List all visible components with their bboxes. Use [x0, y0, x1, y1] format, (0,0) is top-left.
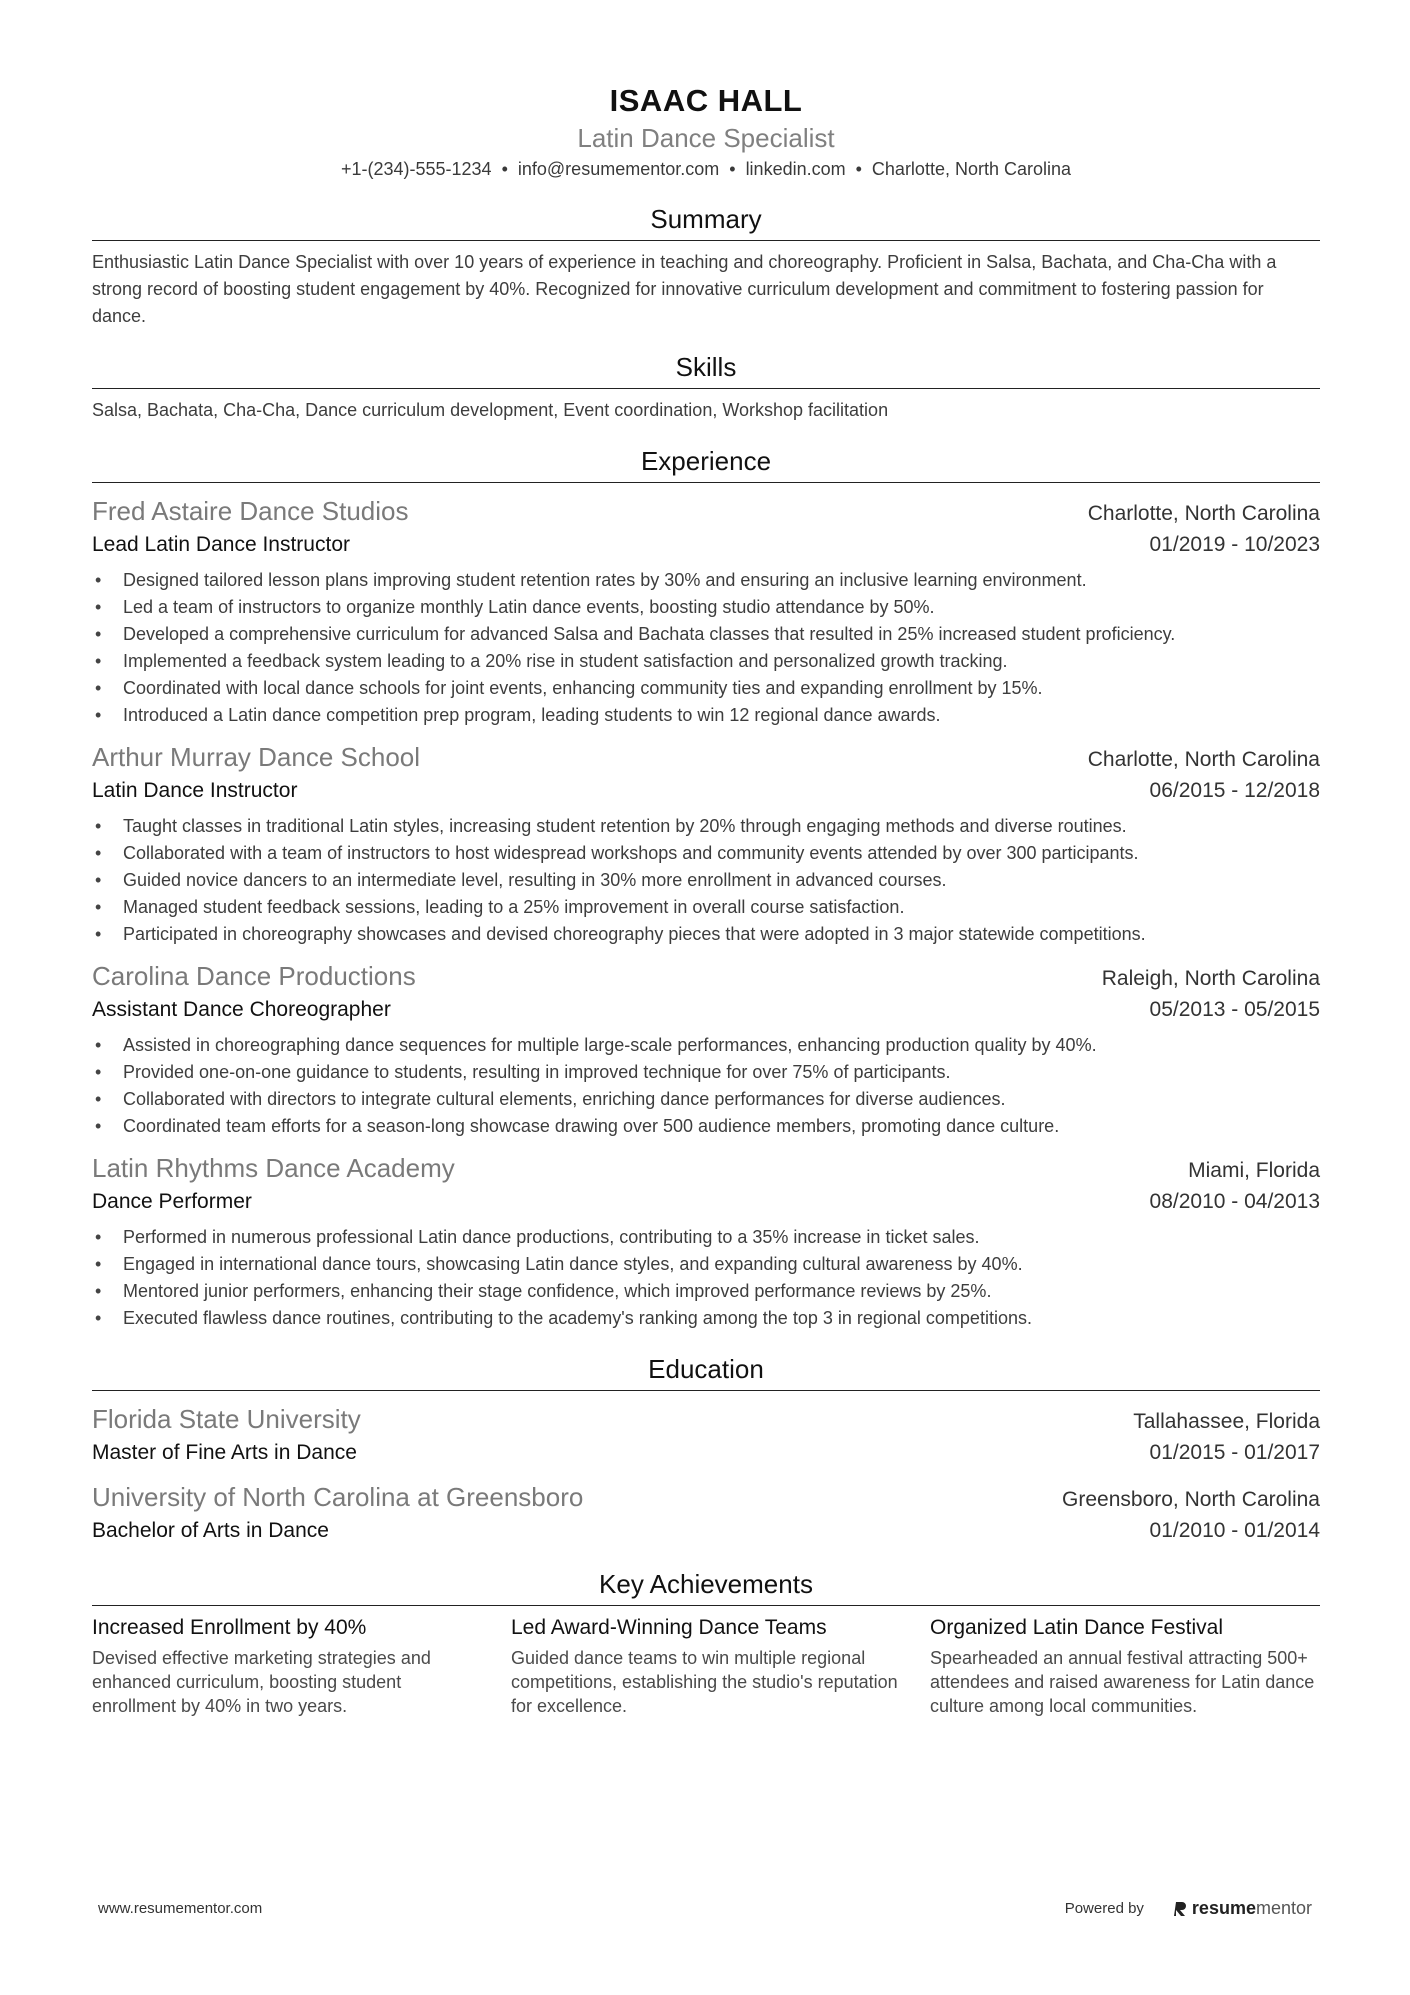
separator: • — [501, 159, 508, 179]
summary-text: Enthusiastic Latin Dance Specialist with over 10 years of experience in teaching and choreography. Proficient in Salsa, Bachata, and Cha-Cha with a strong record of boosting student engagement by 40%. Recognized for innovative curriculum development and commitment to fostering passion for dance. — [92, 252, 1277, 326]
job-title: Lead Latin Dance Instructor — [92, 533, 350, 556]
company-name: Fred Astaire Dance Studios — [92, 496, 409, 526]
bullet-item: • Coordinated team efforts for a season-long showcase drawing over 500 audience members, promoting dance culture. — [92, 1113, 1320, 1140]
job-title: Dance Performer — [92, 1190, 252, 1213]
page-footer — [98, 1898, 1312, 1919]
achievements-heading: Key Achievements — [92, 1567, 1320, 1606]
bullet-item: • Led a team of instructors to organize monthly Latin dance events, boosting studio attendance by 50%. — [92, 594, 1320, 621]
bullet-item: • Assisted in choreographing dance sequences for multiple large-scale performances, enhancing production quality by 40%. — [92, 1032, 1320, 1059]
bullet-item: • Implemented a feedback system leading to a 20% rise in student satisfaction and personalized growth tracking. — [92, 648, 1320, 675]
skills-text: Salsa, Bachata, Cha-Cha, Dance curriculum development, Event coordination, Workshop facilitation — [92, 400, 889, 420]
school-location: Greensboro, North Carolina — [1062, 1488, 1320, 1511]
job-title: Latin Dance Instructor — [92, 779, 298, 802]
linkedin-link[interactable]: linkedin.com — [745, 159, 846, 179]
job-dates: 05/2013 - 05/2015 — [1149, 998, 1320, 1021]
bullet-item: • Mentored junior performers, enhancing their stage confidence, which improved performance reviews by 25%. — [92, 1278, 1320, 1305]
achievement-item — [930, 1612, 1320, 1718]
brand-logo[interactable] — [1174, 1898, 1312, 1919]
bullet-item: • Developed a comprehensive curriculum for advanced Salsa and Bachata classes that resulted in 25% increased student proficiency. — [92, 621, 1320, 648]
company-name: Carolina Dance Productions — [92, 961, 416, 991]
bullet-item: • Participated in choreography showcases and devised choreography pieces that were adopted in 3 major statewide competitions. — [92, 921, 1320, 948]
experience-entry — [92, 741, 1320, 948]
school-name: University of North Carolina at Greensboro — [92, 1482, 584, 1512]
job-dates: 06/2015 - 12/2018 — [1149, 779, 1320, 802]
bullet-item: • Guided novice dancers to an intermediate level, resulting in 30% more enrollment in advanced courses. — [92, 867, 1320, 894]
candidate-name: ISAAC HALL — [609, 83, 803, 118]
bullet-item: • Engaged in international dance tours, showcasing Latin dance styles, and expanding cultural awareness by 40%. — [92, 1251, 1320, 1278]
summary-heading: Summary — [92, 202, 1320, 241]
bullet-item: • Managed student feedback sessions, leading to a 25% improvement in overall course satisfaction. — [92, 894, 1320, 921]
bullet-item: • Coordinated with local dance schools for joint events, enhancing community ties and expanding enrollment by 15%. — [92, 675, 1320, 702]
footer-branding — [1065, 1898, 1312, 1919]
bullet-item: • Collaborated with directors to integrate cultural elements, enriching dance performances for diverse audiences. — [92, 1086, 1320, 1113]
brand-name-light: mentor — [1255, 1898, 1312, 1918]
achievement-title: Led Award-Winning Dance Teams — [511, 1616, 827, 1639]
job-dates: 01/2019 - 10/2023 — [1149, 533, 1320, 556]
achievement-title: Organized Latin Dance Festival — [930, 1616, 1223, 1639]
degree: Bachelor of Arts in Dance — [92, 1519, 329, 1542]
powered-by-label: Powered by — [1064, 1900, 1144, 1917]
company-name: Arthur Murray Dance School — [92, 742, 421, 772]
school-name: Florida State University — [92, 1404, 361, 1434]
brand-name-bold: resume — [1191, 1898, 1256, 1918]
job-bullets — [92, 1224, 1320, 1332]
job-location: Charlotte, North Carolina — [1087, 748, 1320, 771]
education-entry — [92, 1403, 1320, 1469]
experience-heading: Experience — [92, 444, 1320, 483]
job-title: Assistant Dance Choreographer — [92, 998, 391, 1021]
resume-content — [92, 82, 1320, 1718]
separator: • — [855, 159, 862, 179]
achievement-item — [511, 1612, 901, 1718]
job-bullets — [92, 813, 1320, 948]
achievement-item — [92, 1612, 482, 1718]
education-dates: 01/2010 - 01/2014 — [1149, 1519, 1320, 1542]
degree: Master of Fine Arts in Dance — [92, 1441, 357, 1464]
email-link[interactable]: info@resumementor.com — [517, 159, 720, 179]
resume-header — [92, 82, 1320, 182]
skills-heading: Skills — [92, 350, 1320, 389]
achievement-title: Increased Enrollment by 40% — [92, 1616, 367, 1639]
footer-website-link[interactable]: www.resumementor.com — [98, 1900, 263, 1917]
experience-entry — [92, 960, 1320, 1140]
experience-entry — [92, 1152, 1320, 1332]
bullet-item: • Designed tailored lesson plans improving student retention rates by 30% and ensuring an inclusive learning environment. — [92, 567, 1320, 594]
achievements-grid — [92, 1612, 1320, 1718]
bullet-item: • Taught classes in traditional Latin styles, increasing student retention by 20% through engaging methods and diverse routines. — [92, 813, 1320, 840]
school-location: Tallahassee, Florida — [1133, 1410, 1320, 1433]
bullet-item: • Collaborated with a team of instructors to host widespread workshops and community events attended by over 300 participants. — [92, 840, 1320, 867]
bullet-item: • Provided one-on-one guidance to students, resulting in improved technique for over 75% of participants. — [92, 1059, 1320, 1086]
education-dates: 01/2015 - 01/2017 — [1149, 1441, 1320, 1464]
job-dates: 08/2010 - 04/2013 — [1149, 1190, 1320, 1213]
job-location: Miami, Florida — [1188, 1159, 1320, 1182]
job-bullets — [92, 1032, 1320, 1140]
phone: +1-(234)-555-1234 — [340, 159, 492, 179]
location: Charlotte, North Carolina — [871, 159, 1072, 179]
company-name: Latin Rhythms Dance Academy — [92, 1153, 455, 1183]
achievement-description: Devised effective marketing strategies and enhanced curriculum, boosting student enrollment by 40% in two years. — [92, 1648, 431, 1716]
achievement-description: Guided dance teams to win multiple regional competitions, establishing the studio's reputation for excellence. — [511, 1648, 898, 1716]
achievement-description: Spearheaded an annual festival attracting 500+ attendees and raised awareness for Latin dance culture among local communities. — [930, 1648, 1315, 1716]
bullet-item: • Introduced a Latin dance competition prep program, leading students to win 12 regional dance awards. — [92, 702, 1320, 729]
education-heading: Education — [92, 1352, 1320, 1391]
job-location: Charlotte, North Carolina — [1087, 502, 1320, 525]
resumementor-logo-icon — [1174, 1900, 1188, 1918]
bullet-item: • Executed flawless dance routines, contributing to the academy's ranking among the top 3 in regional competitions. — [92, 1305, 1320, 1332]
education-entry — [92, 1481, 1320, 1547]
job-location: Raleigh, North Carolina — [1101, 967, 1320, 990]
candidate-role: Latin Dance Specialist — [577, 123, 835, 153]
bullet-item: • Performed in numerous professional Latin dance productions, contributing to a 35% increase in ticket sales. — [92, 1224, 1320, 1251]
separator: • — [729, 159, 736, 179]
job-bullets — [92, 567, 1320, 729]
experience-entry — [92, 495, 1320, 729]
contact-line — [92, 156, 1320, 182]
